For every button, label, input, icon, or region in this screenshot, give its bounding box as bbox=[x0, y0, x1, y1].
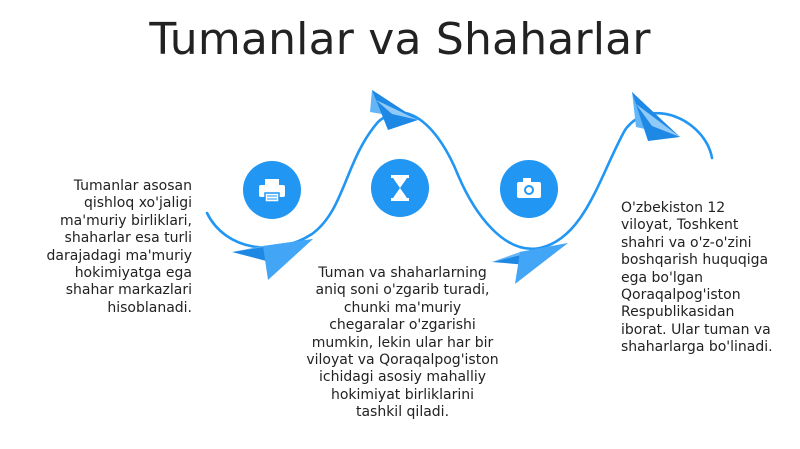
page-title: Tumanlar va Shaharlar bbox=[149, 14, 651, 65]
printer-icon bbox=[243, 161, 301, 219]
right-paragraph: O'zbekiston 12 viloyat, Toshkent shahri va o'z-o'zini boshqarish huquqiga ega bo'lgan Qoraqalpog'iston Respublikasidan iborat. Ular tuman va shaharlarga bo'linadi. bbox=[621, 200, 773, 356]
camera-icon bbox=[500, 160, 558, 218]
middle-paragraph: Tuman va shaharlarning aniq soni o'zgarib turadi, chunki ma'muriy chegaralar o'zgarishi mumkin, lekin ular har bir viloyat va Qoraqalpog'iston ichidagi asosiy mahalliy hokimiyat birliklarini tashkil qiladi. bbox=[306, 265, 499, 421]
left-paragraph: Tumanlar asosan qishloq xo'jaligi ma'muriy birliklari, shaharlar esa turli darajadagi ma'muriy hokimiyatga ega shahar markazlari hisoblanadi. bbox=[46, 178, 192, 316]
hourglass-icon bbox=[371, 159, 429, 217]
